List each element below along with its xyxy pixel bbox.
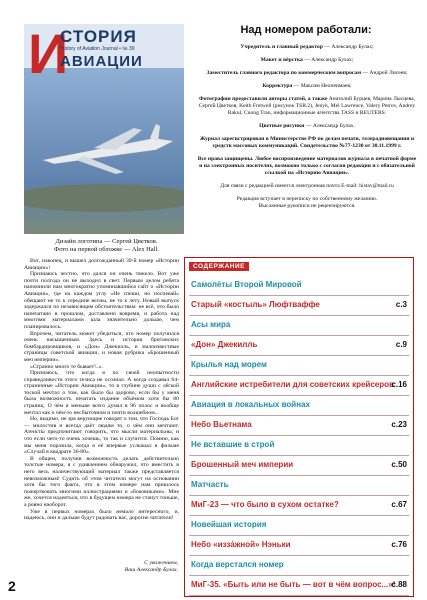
letter-paragraph: «Странно много те бывает!..».: [30, 363, 104, 370]
cover-photo: [24, 68, 184, 234]
staff-item: Цветные рисунки — Александр Булах.: [259, 123, 355, 129]
toc-article[interactable]: «Дон» Джекилль с.9: [189, 335, 409, 356]
disclaimer-1: Редакция вступает в переписку по собственному желанию.: [236, 196, 378, 202]
signature-line-1: С уважением,: [144, 560, 178, 566]
staff-heading: Над номером работали:: [240, 24, 372, 36]
toc-section[interactable]: Крылья над морем: [189, 355, 409, 376]
toc-section[interactable]: Когда верстался номер: [189, 555, 409, 576]
letter-paragraph: Впрочем, читатель может убедиться, что номер получился очень насыщенным. Здесь и история британских бомбардировщиков, и «Дон» Джекилль, и малоизвестные страницы советской авиации, и новая рубрика «Брошенный меч империи».: [24, 330, 179, 363]
toc-article[interactable]: Небо «изза́жной» Нэньки с.76: [189, 535, 409, 556]
page-number: 2: [8, 578, 16, 594]
letter-paragraph: Признаюсь честно, что дался он очень тяжело. Вот уже почти полгода он не выходил в свет. Первым делом ребята напомнили нам многократно упоминавшийся сайт о «Истории Авиации», где на каждом углу «Не спеши, но поспевай» обещают не то к середине весны, не то к лету. Новый выпуск задержался по независящим обстоятельствам: не всё, что было напечатано в прошлом, доставлено вовремя, и работа над многими материалами шла значительно дольше, чем планировалось.: [24, 271, 179, 330]
staff-item: Фотографии предоставили авторы статей, а также Анатолий Бурцев, Марина Лысцева, Сергей Цветков, Keith Fretwell (рисунок TSR.2), Jenyk, Mel Lawrence, Valery Petrov, Andrey Rakul, Cuong Tran, информационные агентства TASS и REUTERS.: [198, 96, 416, 116]
toc-article[interactable]: МиГ-23 — что было в сухом остатке? с.67: [189, 495, 409, 516]
letter-paragraph: Признаюсь, что когда я по своей неопытности справедливости этого тезиса не осознал. А когда создавал 64-страничные «Истории Авиации», то в глубине души с лёгкой тоской мечтал о том, как было бы здорово, если бы у меня была возможность печатать издание объёмом хотя бы 80 страниц. О чём я меньше всего думал в 96 полос и вообще мечтал как о чём-то несбыточном и почти волшебном...: [24, 370, 179, 416]
letter-paragraph: В общем, получив возможность делать действительно толстые номера, я с удивлением обнаружил, что вместить в него весь наличествующий материал также представляется невозможным! Судить об этом читатели могут на основании хотя бы того факта, что в этом номере нам пришлось пожертвовать многими иллюстрациями и «боковиками». Мне же, хочется надеяться, что в будущем номера не станут тоньше, а ровно наоборот.: [24, 455, 179, 508]
toc-heading: СОДЕРЖАНИЕ: [189, 262, 249, 271]
staff-list: [196, 44, 418, 216]
toc-article[interactable]: Английские истребители для советских крейсеров с.16: [189, 375, 409, 396]
editor-letter: [24, 258, 179, 522]
toc-section[interactable]: Асы мира: [189, 315, 409, 336]
aircraft-illustration: [24, 68, 184, 234]
disclaimer-2: Высланные рукописи не рецензируются.: [258, 203, 356, 209]
table-of-contents: [184, 257, 414, 597]
rights-note: Все права защищены. Любое воспроизведение материалов журнала в печатной форме и на электронных носителях, возможно только с согласия редакции и с обязательной ссылкой на «Историю Авиации».: [197, 156, 417, 176]
staff-item: Учредитель и главный редактор — Александр Булах;: [240, 44, 374, 50]
toc-article[interactable]: Небо Вьетнама с.23: [189, 415, 409, 436]
credit-design: Дизайн логотипа — Сергей Цветков.: [55, 238, 158, 245]
cover-credits: [24, 238, 189, 254]
toc-article[interactable]: Старый «костыль» Люфтваффе с.3: [189, 295, 409, 316]
credit-photo: Фото на первой обложке — Alex Hall.: [54, 246, 159, 253]
toc-article[interactable]: Брошенный меч империи с.50: [189, 455, 409, 476]
toc-section[interactable]: Новейшая история: [189, 515, 409, 536]
letter-signature: [90, 560, 178, 573]
cover-masthead: [24, 24, 184, 85]
cover-big-letter: И: [28, 24, 69, 85]
cover-title-word1: СТОРИЯ: [60, 27, 137, 46]
letter-paragraph: Вот, наконец, и вышел долгожданный 39-й номер «Истории Авиации»!: [24, 258, 179, 271]
toc-article[interactable]: МиГ-35. «Быть или не быть — вот в чём вопрос...»! с.88: [189, 575, 409, 596]
staff-item: Корректура — Максим Неопеимаев;: [262, 83, 352, 89]
toc-section[interactable]: Авиация в локальных войнах: [189, 395, 409, 416]
cover-subtitle: History of Aviation Journal • № 39: [60, 46, 135, 52]
toc-section[interactable]: Не вставшие в строй: [189, 435, 409, 456]
letter-paragraph: Уже в первых номерах было немало интересного, и, надеюсь, они и дальше будут радовать вас, дорогие читатели!: [24, 508, 179, 522]
contact-note: Для связи с редакцией имеется электронная почта E-mail: histav@mail.ru: [220, 183, 394, 189]
staff-item: Заместитель главного редактора по коммерческим вопросам — Андрей Лисеев;: [206, 70, 408, 76]
letter-paragraph: Но, видимо, не зря верующие говорят о том, что Господь Бог — милостив и всегда даёт людям то, о чём они мечтают. Атеисты предпочитают говорить, что мысли материальны, и что если чего-то очень хочешь, то так и случится. Помню, как мы меня поразила, когда я её впервые услышал в фильме «Случай в квадрате 36-80».: [24, 416, 179, 456]
toc-section[interactable]: Матчасть: [189, 475, 409, 496]
registration-note: Журнал зарегистрирован в Министерстве РФ по делам печати, телерадиовещания и средств массовых коммуникаций. Свидетельство №77-1230 от 30.11.1999 г.: [199, 136, 415, 149]
cover-image: [24, 24, 184, 234]
cover-title-word2: АВИАЦИИ: [60, 53, 143, 70]
toc-section[interactable]: Самолёты Второй Мировой: [189, 275, 409, 296]
staff-item: Макет и вёрстка — Александр Булах;: [260, 57, 354, 63]
signature-line-2: Ваш Александр Булах.: [124, 566, 178, 573]
